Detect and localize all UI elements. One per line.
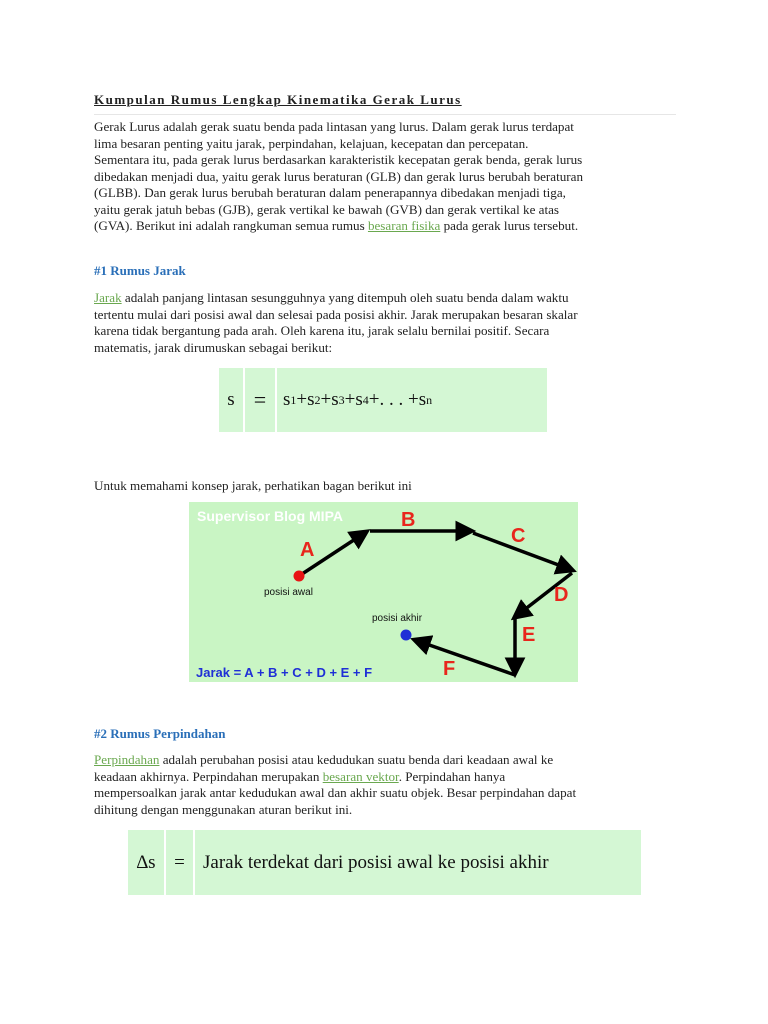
title-rule <box>94 114 676 115</box>
formula-eq: = <box>245 368 275 432</box>
label-e: E <box>522 624 536 646</box>
label-d: D <box>554 584 569 606</box>
section1-heading: #1 Rumus Jarak <box>94 263 186 278</box>
perpindahan-formula <box>128 830 641 895</box>
section1-paragraph <box>94 290 578 356</box>
label-f: F <box>443 658 456 680</box>
label-a: A <box>300 539 315 561</box>
start-point <box>294 571 305 582</box>
end-label: posisi akhir <box>372 613 423 624</box>
section1-line: karena tidak bergantung pada arah. Oleh karena itu, jarak selalu bernilai positif. Secara <box>94 323 550 338</box>
section1-text: adalah panjang lintasan sesungguhnya yang ditempuh oleh suatu benda dalam waktu <box>121 290 569 305</box>
section2-line <box>94 769 576 786</box>
diagram-caption: Jarak = A + B + C + D + E + F <box>196 665 373 680</box>
section2-text: adalah perubahan posisi atau kedudukan suatu benda dari keadaan awal ke <box>159 752 554 767</box>
section2-text: keadaan akhirnya. Perpindahan merupakan <box>94 768 323 784</box>
besaran-vektor-link[interactable]: besaran vektor <box>322 768 399 784</box>
intro-line: lima besaran penting yaitu jarak, perpindahan, kelajuan, kecepatan dan percepatan. <box>94 135 529 151</box>
start-label: posisi awal <box>264 587 313 598</box>
perpindahan-link[interactable]: Perpindahan <box>94 752 160 767</box>
page-title: Kumpulan Rumus Lengkap Kinematika Gerak Lurus <box>94 92 462 107</box>
diagram-watermark: Supervisor Blog MIPA <box>197 508 343 524</box>
jarak-diagram <box>189 502 578 682</box>
label-b: B <box>401 509 416 531</box>
intro-text: pada gerak lurus tersebut. <box>440 218 579 233</box>
section1-line: matematis, jarak dirumuskan sebagai berikut: <box>94 339 333 355</box>
section2-paragraph <box>94 752 576 818</box>
section2-heading: #2 Rumus Perpindahan <box>94 726 226 741</box>
formula-lhs: ∆s <box>128 830 164 895</box>
intro-line: (GLBB). Dan gerak lurus berubah beraturan dalam penerapannya dibedakan menjadi tiga, <box>94 185 566 200</box>
formula-eq: = <box>166 830 193 895</box>
section2-line <box>94 752 576 769</box>
formula-lhs: s <box>219 368 243 432</box>
section2-text: . Perpindahan hanya <box>398 768 506 784</box>
jarak-formula <box>219 368 547 432</box>
intro-line: Sementara itu, pada gerak lurus berdasarkan karakteristik kecepatan gerak benda, gerak lurus <box>94 152 583 167</box>
intro-line: Gerak Lurus adalah gerak suatu benda pada lintasan yang lurus. Dalam gerak lurus terdapat <box>94 119 574 134</box>
intro-text: (GVA). Berikut ini adalah rangkuman semua rumus <box>94 218 368 233</box>
formula-rhs: Jarak terdekat dari posisi awal ke posisi akhir <box>195 830 641 895</box>
formula-rhs: s 1 + s 2 + s 3 + s 4 +. . . + s n <box>277 368 547 432</box>
diagram-intro: Untuk memahami konsep jarak, perhatikan bagan berikut ini <box>94 478 412 493</box>
label-c: C <box>511 525 526 547</box>
intro-line <box>94 218 583 235</box>
intro-line: dibedakan menjadi dua, yaitu gerak lurus beraturan (GLB) dan gerak lurus berubah beraturan <box>94 168 584 184</box>
section1-line <box>94 290 578 307</box>
jarak-link[interactable]: Jarak <box>94 290 122 305</box>
section2-line: mempersoalkan jarak antar kedudukan awal dan akhir suatu objek. Besar perpindahan dapat <box>94 785 577 800</box>
intro-paragraph <box>94 119 583 235</box>
section1-line: tertentu mulai dari posisi awal dan selesai pada posisi akhir. Jarak merupakan besaran skalar <box>94 306 578 322</box>
section2-line: dihitung dengan menggunakan aturan berikut ini. <box>94 801 353 817</box>
besaran-fisika-link[interactable]: besaran fisika <box>367 218 441 233</box>
intro-line: yaitu gerak jatuh bebas (GJB), gerak vertikal ke bawah (GVB) dan gerak vertikal ke atas <box>94 201 560 217</box>
end-point <box>401 630 412 641</box>
